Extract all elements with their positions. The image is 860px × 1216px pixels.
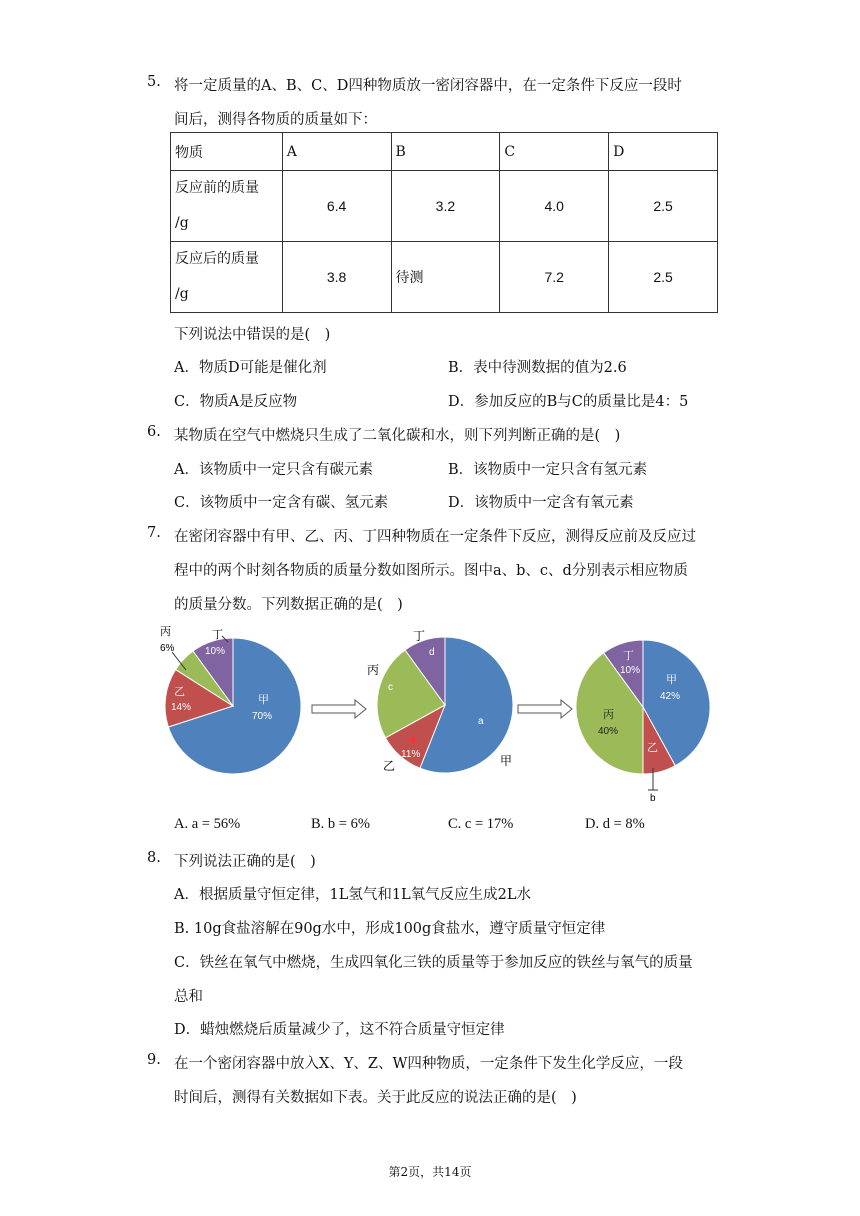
pie-value-label: 6% (160, 643, 175, 654)
q6-option-a[interactable]: A．该物质中一定只含有碳元素 (174, 462, 373, 478)
q7-option-a[interactable]: A. a = 56% (174, 816, 241, 832)
pie-value-label: d (429, 647, 435, 658)
q8-option-a[interactable]: A．根据质量守恒定律，1L氢气和1L氧气反应生成2L水 (174, 887, 532, 903)
star-marker-icon: ✦ (407, 733, 419, 749)
pie-value-label: 70% (252, 711, 273, 722)
q8-option-c[interactable]: C．铁丝在氧气中燃烧，生成四氧化三铁的质量等于参加反应的铁丝与氧气的质量 (174, 955, 693, 971)
pie-label-yi: 乙 (383, 759, 396, 773)
row-label-line1: 反应后的质量 (175, 251, 259, 267)
pie-value-label: b (650, 793, 656, 804)
arrow-right-icon (312, 700, 366, 718)
table-header-cell: D (609, 133, 718, 171)
q7-number: 7. (147, 525, 161, 541)
pie-slice-name: 甲 (258, 694, 269, 706)
q7-option-d[interactable]: D. d = 8% (585, 816, 645, 832)
row-label-line2: /g (175, 286, 189, 302)
q7-stem-line2: 程中的两个时刻各物质的质量分数如图所示。图中a、b、c、d分别表示相应物质 (174, 563, 688, 579)
table-row (171, 171, 718, 242)
pie-label-bing: 丙 (160, 626, 171, 638)
table-row-label (171, 171, 283, 242)
pie-chart-after (576, 640, 710, 774)
pie-value-label: 14% (171, 702, 192, 713)
q9-stem-line2: 时间后，测得有关数据如下表。关于此反应的说法正确的是( ) (174, 1090, 577, 1106)
q5-option-a[interactable]: A．物质D可能是催化剂 (174, 360, 327, 376)
pie-value-label: 11% (401, 749, 421, 760)
table-cell: 3.2 (391, 171, 500, 242)
q5-prompt: 下列说法中错误的是( ) (174, 327, 331, 343)
q5-option-d[interactable]: D．参加反应的B与C的质量比是4：5 (448, 394, 689, 410)
table-header-row (171, 133, 718, 171)
q6-number: 6. (147, 424, 161, 440)
pie-value-label: a (478, 716, 484, 727)
q7-stem-line1: 在密闭容器中有甲、乙、丙、丁四种物质在一定条件下反应，测得反应前及反应过 (174, 529, 696, 545)
q9-number: 9. (147, 1052, 161, 1068)
pie-slice-name: 甲 (666, 674, 677, 686)
pie-slice-name: 丙 (603, 709, 614, 721)
pie-label-ding: 丁 (413, 629, 426, 643)
pie-slice-name: 乙 (647, 742, 658, 754)
q9-stem-line1: 在一个密闭容器中放入X、Y、Z、W四种物质，一定条件下发生化学反应，一段 (174, 1056, 683, 1072)
q8-stem: 下列说法正确的是( ) (174, 854, 316, 870)
pie-value-label: 10% (620, 665, 641, 676)
pie-slice-name: 丁 (623, 650, 634, 662)
pie-value-label: c (388, 682, 393, 693)
q7-stem-line3: 的质量分数。下列数据正确的是( ) (174, 597, 403, 613)
table-cell: 6.4 (282, 171, 391, 242)
table-row (171, 242, 718, 313)
q6-option-d[interactable]: D．该物质中一定含有氧元素 (448, 495, 634, 511)
pie-value-label: 40% (598, 726, 619, 737)
table-cell: 4.0 (500, 171, 609, 242)
q5-number: 5. (147, 74, 161, 90)
table-header-cell: 物质 (171, 133, 283, 171)
row-label-line2: /g (175, 215, 189, 231)
q7-option-b[interactable]: B. b = 6% (311, 816, 370, 832)
table-header-cell: A (282, 133, 391, 171)
pie-charts-figure (150, 618, 730, 808)
q6-option-c[interactable]: C．该物质中一定含有碳、氢元素 (174, 495, 389, 511)
q5-option-b[interactable]: B．表中待测数据的值为2.6 (448, 360, 627, 376)
q8-option-c-continued: 总和 (174, 989, 203, 1005)
table-cell: 7.2 (500, 242, 609, 313)
pie-value-label: 10% (205, 646, 226, 657)
q8-option-b[interactable]: B. 10g食盐溶解在90g水中，形成100g食盐水，遵守质量守恒定律 (174, 921, 606, 937)
pie-chart-during (377, 637, 513, 773)
table-header-cell: C (500, 133, 609, 171)
q5-stem-line2: 间后，测得各物质的质量如下： (174, 112, 377, 128)
q5-data-table (170, 132, 718, 313)
q8-option-d[interactable]: D．蜡烛燃烧后质量减少了，这不符合质量守恒定律 (174, 1022, 505, 1038)
pie-label-ding: 丁 (212, 629, 223, 641)
table-cell: 2.5 (609, 242, 718, 313)
pie-slice-name: 乙 (174, 686, 185, 698)
q8-number: 8. (147, 850, 161, 866)
q7-option-c[interactable]: C. c = 17% (448, 816, 514, 832)
table-row-label (171, 242, 283, 313)
pie-value-label: 42% (660, 691, 681, 702)
table-header-cell: B (391, 133, 500, 171)
q6-stem: 某物质在空气中燃烧只生成了二氧化碳和水，则下列判断正确的是( ) (174, 428, 621, 444)
table-cell: 待测 (391, 242, 500, 313)
pie-label-bing: 丙 (367, 663, 380, 677)
table-cell: 3.8 (282, 242, 391, 313)
table-cell: 2.5 (609, 171, 718, 242)
pie-label-jia: 甲 (500, 754, 513, 768)
q5-option-c[interactable]: C．物质A是反应物 (174, 394, 298, 410)
arrow-right-icon (518, 700, 572, 718)
row-label-line1: 反应前的质量 (175, 180, 259, 196)
page-footer: 第2页，共14页 (388, 1165, 472, 1179)
q6-option-b[interactable]: B．该物质中一定只含有氢元素 (448, 462, 648, 478)
q5-stem-line1: 将一定质量的A、B、C、D四种物质放一密闭容器中，在一定条件下反应一段时 (174, 78, 682, 94)
